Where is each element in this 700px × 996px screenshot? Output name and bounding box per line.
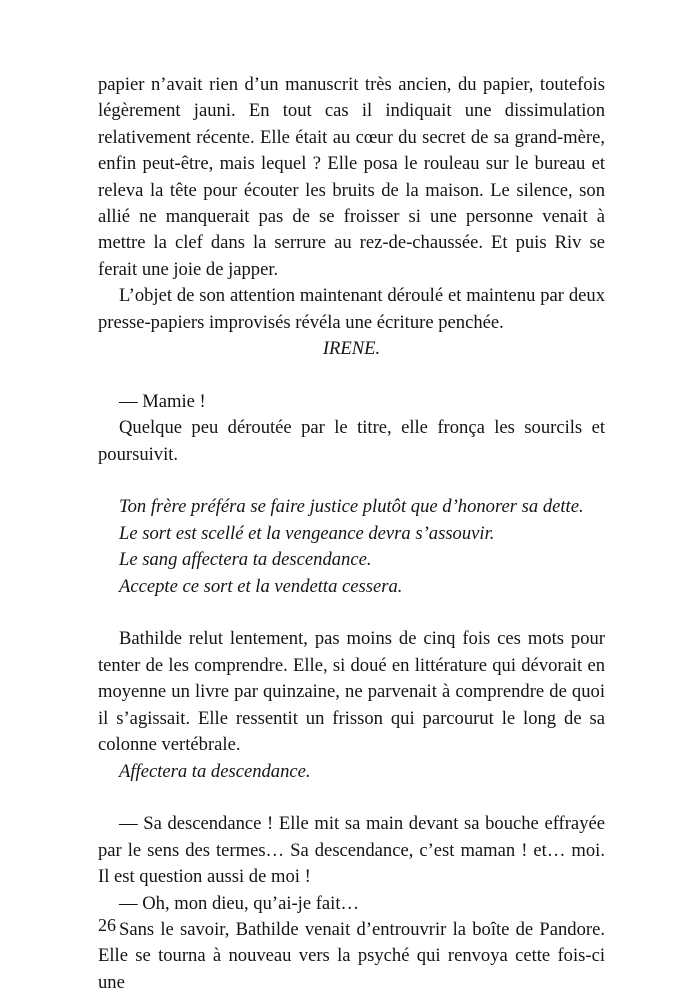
verse-line-1: Ton frère préféra se faire justice plutôt que d’honorer sa dette. (119, 496, 584, 518)
blank-line (98, 468, 605, 494)
paragraph-4: Bathilde relut lentement, pas moins de cinq fois ces mots pour tenter de les comprendre. Elle, si doué en littérature qui dévorait en moyenne un livre par quinzaine, ne parvenait à comprendre de quoi il s’agissait. Elle ressentit un frisson qui parcourut le long de sa colonne vertébrale. (98, 628, 605, 756)
verse-line-3: Le sang affectera ta descendance. (119, 549, 372, 571)
verse-line-4: Accepte ce sort et la vendetta cessera. (119, 575, 403, 597)
paragraph-2: L’objet de son attention maintenant déroulé et maintenu par deux presse-papiers improvisés révéla une écriture penchée. (98, 285, 605, 333)
paragraph-3: Quelque peu déroutée par le titre, elle fronça les sourcils et poursuivit. (98, 417, 605, 465)
page-number: 26 (98, 915, 116, 935)
letter-title: IRENE. (322, 338, 381, 360)
dialogue-3: — Oh, mon dieu, qu’ai-je fait… (119, 892, 360, 914)
blank-line (98, 600, 605, 626)
blank-line (98, 362, 605, 388)
dialogue-2: — Sa descendance ! Elle mit sa main devant sa bouche effrayée par le sens des termes… Sa descendance, c’est maman ! et… moi. Il est question aussi de moi ! (98, 813, 605, 888)
body-text (98, 72, 605, 996)
verse-line-2: Le sort est scellé et la vengeance devra s’assouvir. (119, 522, 495, 544)
dialogue-1: — Mamie ! (119, 390, 206, 412)
italic-quote: Affectera ta descendance. (119, 760, 311, 782)
blank-line (98, 785, 605, 811)
paragraph-1: papier n’avait rien d’un manuscrit très ancien, du papier, toutefois légèrement jauni. En tout cas il indiquait une dissimulation relativement récente. Elle était au cœur du secret de sa grand-mère, enfin peut-être, mais lequel ? Elle posa le rouleau sur le bureau et releva la tête pour écouter les bruits de la maison. Le silence, son allié ne manquerait pas de se froisser si une personne venait à mettre la clef dans la serrure au rez-de-chaussée. Et puis Riv se ferait une joie de japper. (98, 74, 605, 280)
paragraph-5: Sans le savoir, Bathilde venait d’entrouvrir la boîte de Pandore. Elle se tourna à nouveau vers la psyché qui renvoya cette fois-ci une (98, 918, 605, 993)
